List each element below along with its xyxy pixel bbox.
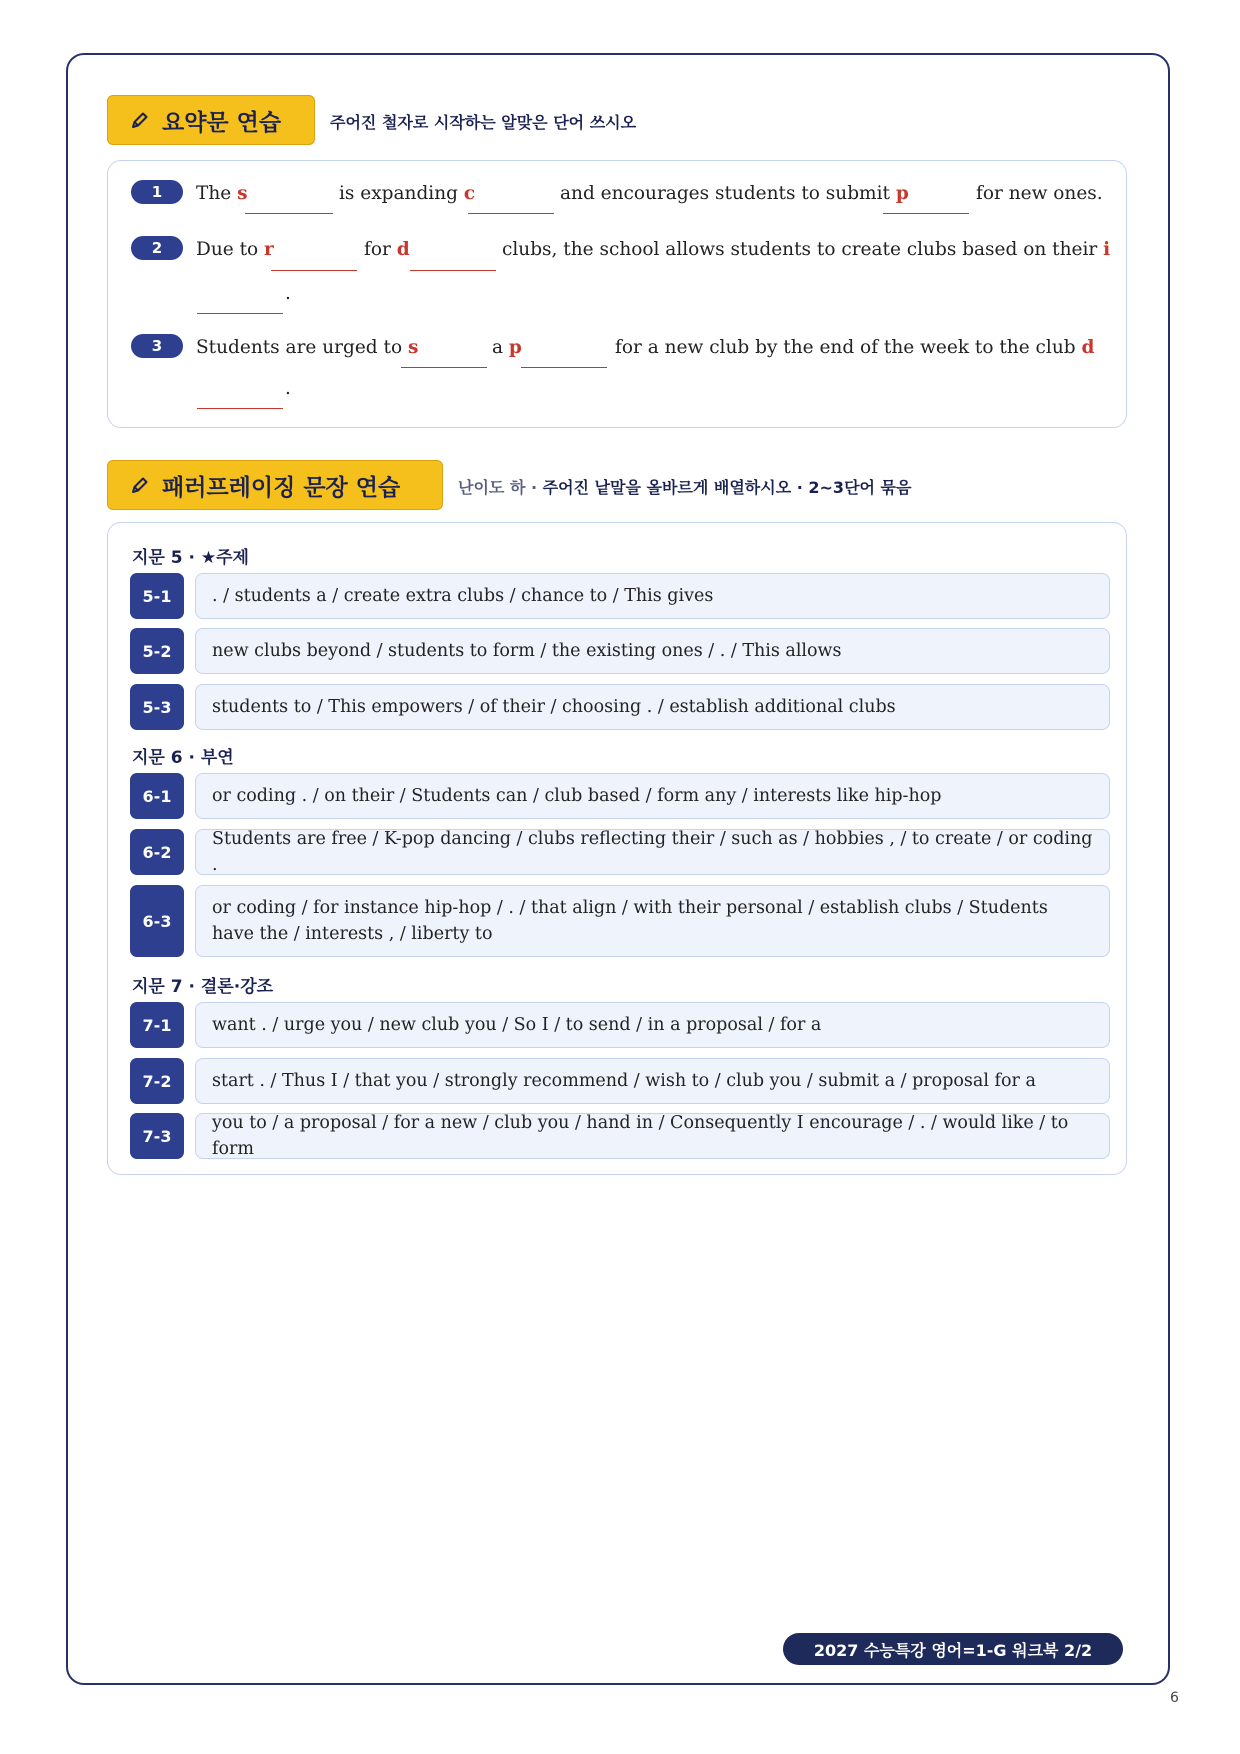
word-chunks-field[interactable] xyxy=(195,684,1110,730)
item-badge: 7-1 xyxy=(130,1002,184,1048)
word-chunks-field[interactable] xyxy=(195,1058,1110,1104)
summary-instruction: 주어진 철자로 시작하는 알맞은 단어 쓰시오 xyxy=(330,113,637,132)
summary-item-1-part2: is expanding c xyxy=(339,183,476,204)
item-badge: 6-1 xyxy=(130,773,184,819)
word-chunks: Students are free / K-pop dancing / clubs reflecting their / such as / hobbies , / to create / or coding . xyxy=(212,829,1093,875)
answer-blank[interactable] xyxy=(245,213,333,214)
workbook-footer-label: 2027 수능특강 영어=1-G 워크북 2/2 xyxy=(783,1633,1123,1665)
summary-item-3-part3: for a new club by the end of the week to the club d xyxy=(615,337,1095,358)
word-chunks-field[interactable] xyxy=(195,1113,1110,1159)
group-label: 지문 5 · ★주제 xyxy=(132,548,249,568)
item-badge: 7-2 xyxy=(130,1058,184,1104)
page-number: 6 xyxy=(1170,1690,1179,1706)
item-badge: 5-2 xyxy=(130,628,184,674)
summary-item-2-part4: . xyxy=(285,283,291,304)
answer-blank[interactable] xyxy=(197,408,283,409)
word-chunks-field[interactable] xyxy=(195,773,1110,819)
summary-item-1: The s xyxy=(196,183,248,204)
item-badge: 5-3 xyxy=(130,684,184,730)
word-chunks-field[interactable] xyxy=(195,573,1110,619)
word-chunks-field[interactable] xyxy=(195,1002,1110,1048)
answer-blank[interactable] xyxy=(401,367,487,368)
paraphrase-title: 패러프레이징 문장 연습 xyxy=(162,474,401,501)
item-badge: 6-3 xyxy=(130,885,184,957)
word-chunks: new clubs beyond / students to form / the existing ones / . / This allows xyxy=(212,641,842,661)
pencil-icon xyxy=(130,110,150,130)
summary-item-2-part2: for d xyxy=(364,239,410,260)
answer-blank[interactable] xyxy=(468,213,554,214)
group-label: 지문 7 · 결론·강조 xyxy=(132,977,274,997)
paraphrase-instruction xyxy=(458,475,911,498)
summary-item-number: 1 xyxy=(131,180,183,204)
answer-blank[interactable] xyxy=(521,367,607,368)
summary-item-3-part2: a p xyxy=(492,337,522,358)
answer-blank[interactable] xyxy=(271,270,357,271)
word-chunks-field[interactable] xyxy=(195,829,1110,875)
word-chunks: or coding . / on their / Students can / club based / form any / interests like hip-hop xyxy=(212,786,942,806)
word-chunks-field[interactable] xyxy=(195,885,1110,957)
word-chunks: start . / Thus I / that you / strongly recommend / wish to / club you / submit a / proposal for a xyxy=(212,1071,1036,1091)
paraphrase-section-tab xyxy=(107,460,443,510)
summary-item-3-part4: . xyxy=(285,378,291,399)
word-chunks: or coding / for instance hip-hop / . / that align / with their personal / establish clubs / Students have the / interests , / liberty to xyxy=(212,898,1048,944)
item-badge: 6-2 xyxy=(130,829,184,875)
word-chunks: . / students a / create extra clubs / chance to / This gives xyxy=(212,586,714,606)
item-badge: 5-1 xyxy=(130,573,184,619)
summary-item-2-part3: clubs, the school allows students to create clubs based on their i xyxy=(502,239,1111,260)
summary-item-number: 3 xyxy=(131,334,183,358)
word-chunks: want . / urge you / new club you / So I / to send / in a proposal / for a xyxy=(212,1015,822,1035)
paraphrase-instruction-text: 주어진 낱말을 올바르게 배열하시오 · 2~3단어 묶음 xyxy=(542,478,912,497)
pencil-icon xyxy=(130,475,150,495)
answer-blank[interactable] xyxy=(197,313,283,314)
summary-item-1-part4: for new ones. xyxy=(976,183,1103,204)
word-chunks-field[interactable] xyxy=(195,628,1110,674)
summary-title: 요약문 연습 xyxy=(162,109,282,136)
summary-item-2: Due to r xyxy=(196,239,274,260)
summary-item-1-part3: and encourages students to submit p xyxy=(560,183,909,204)
word-chunks: you to / a proposal / for a new / club you / hand in / Consequently I encourage / . / would like / to form xyxy=(212,1113,1069,1159)
group-label: 지문 6 · 부연 xyxy=(132,748,234,768)
answer-blank[interactable] xyxy=(410,270,496,271)
word-chunks: students to / This empowers / of their / choosing . / establish additional clubs xyxy=(212,697,896,717)
summary-section-tab xyxy=(107,95,315,145)
summary-item-3: Students are urged to s xyxy=(196,337,419,358)
item-badge: 7-3 xyxy=(130,1113,184,1159)
difficulty-label: 난이도 하 · xyxy=(458,478,538,497)
answer-blank[interactable] xyxy=(883,213,969,214)
summary-item-number: 2 xyxy=(131,236,183,260)
